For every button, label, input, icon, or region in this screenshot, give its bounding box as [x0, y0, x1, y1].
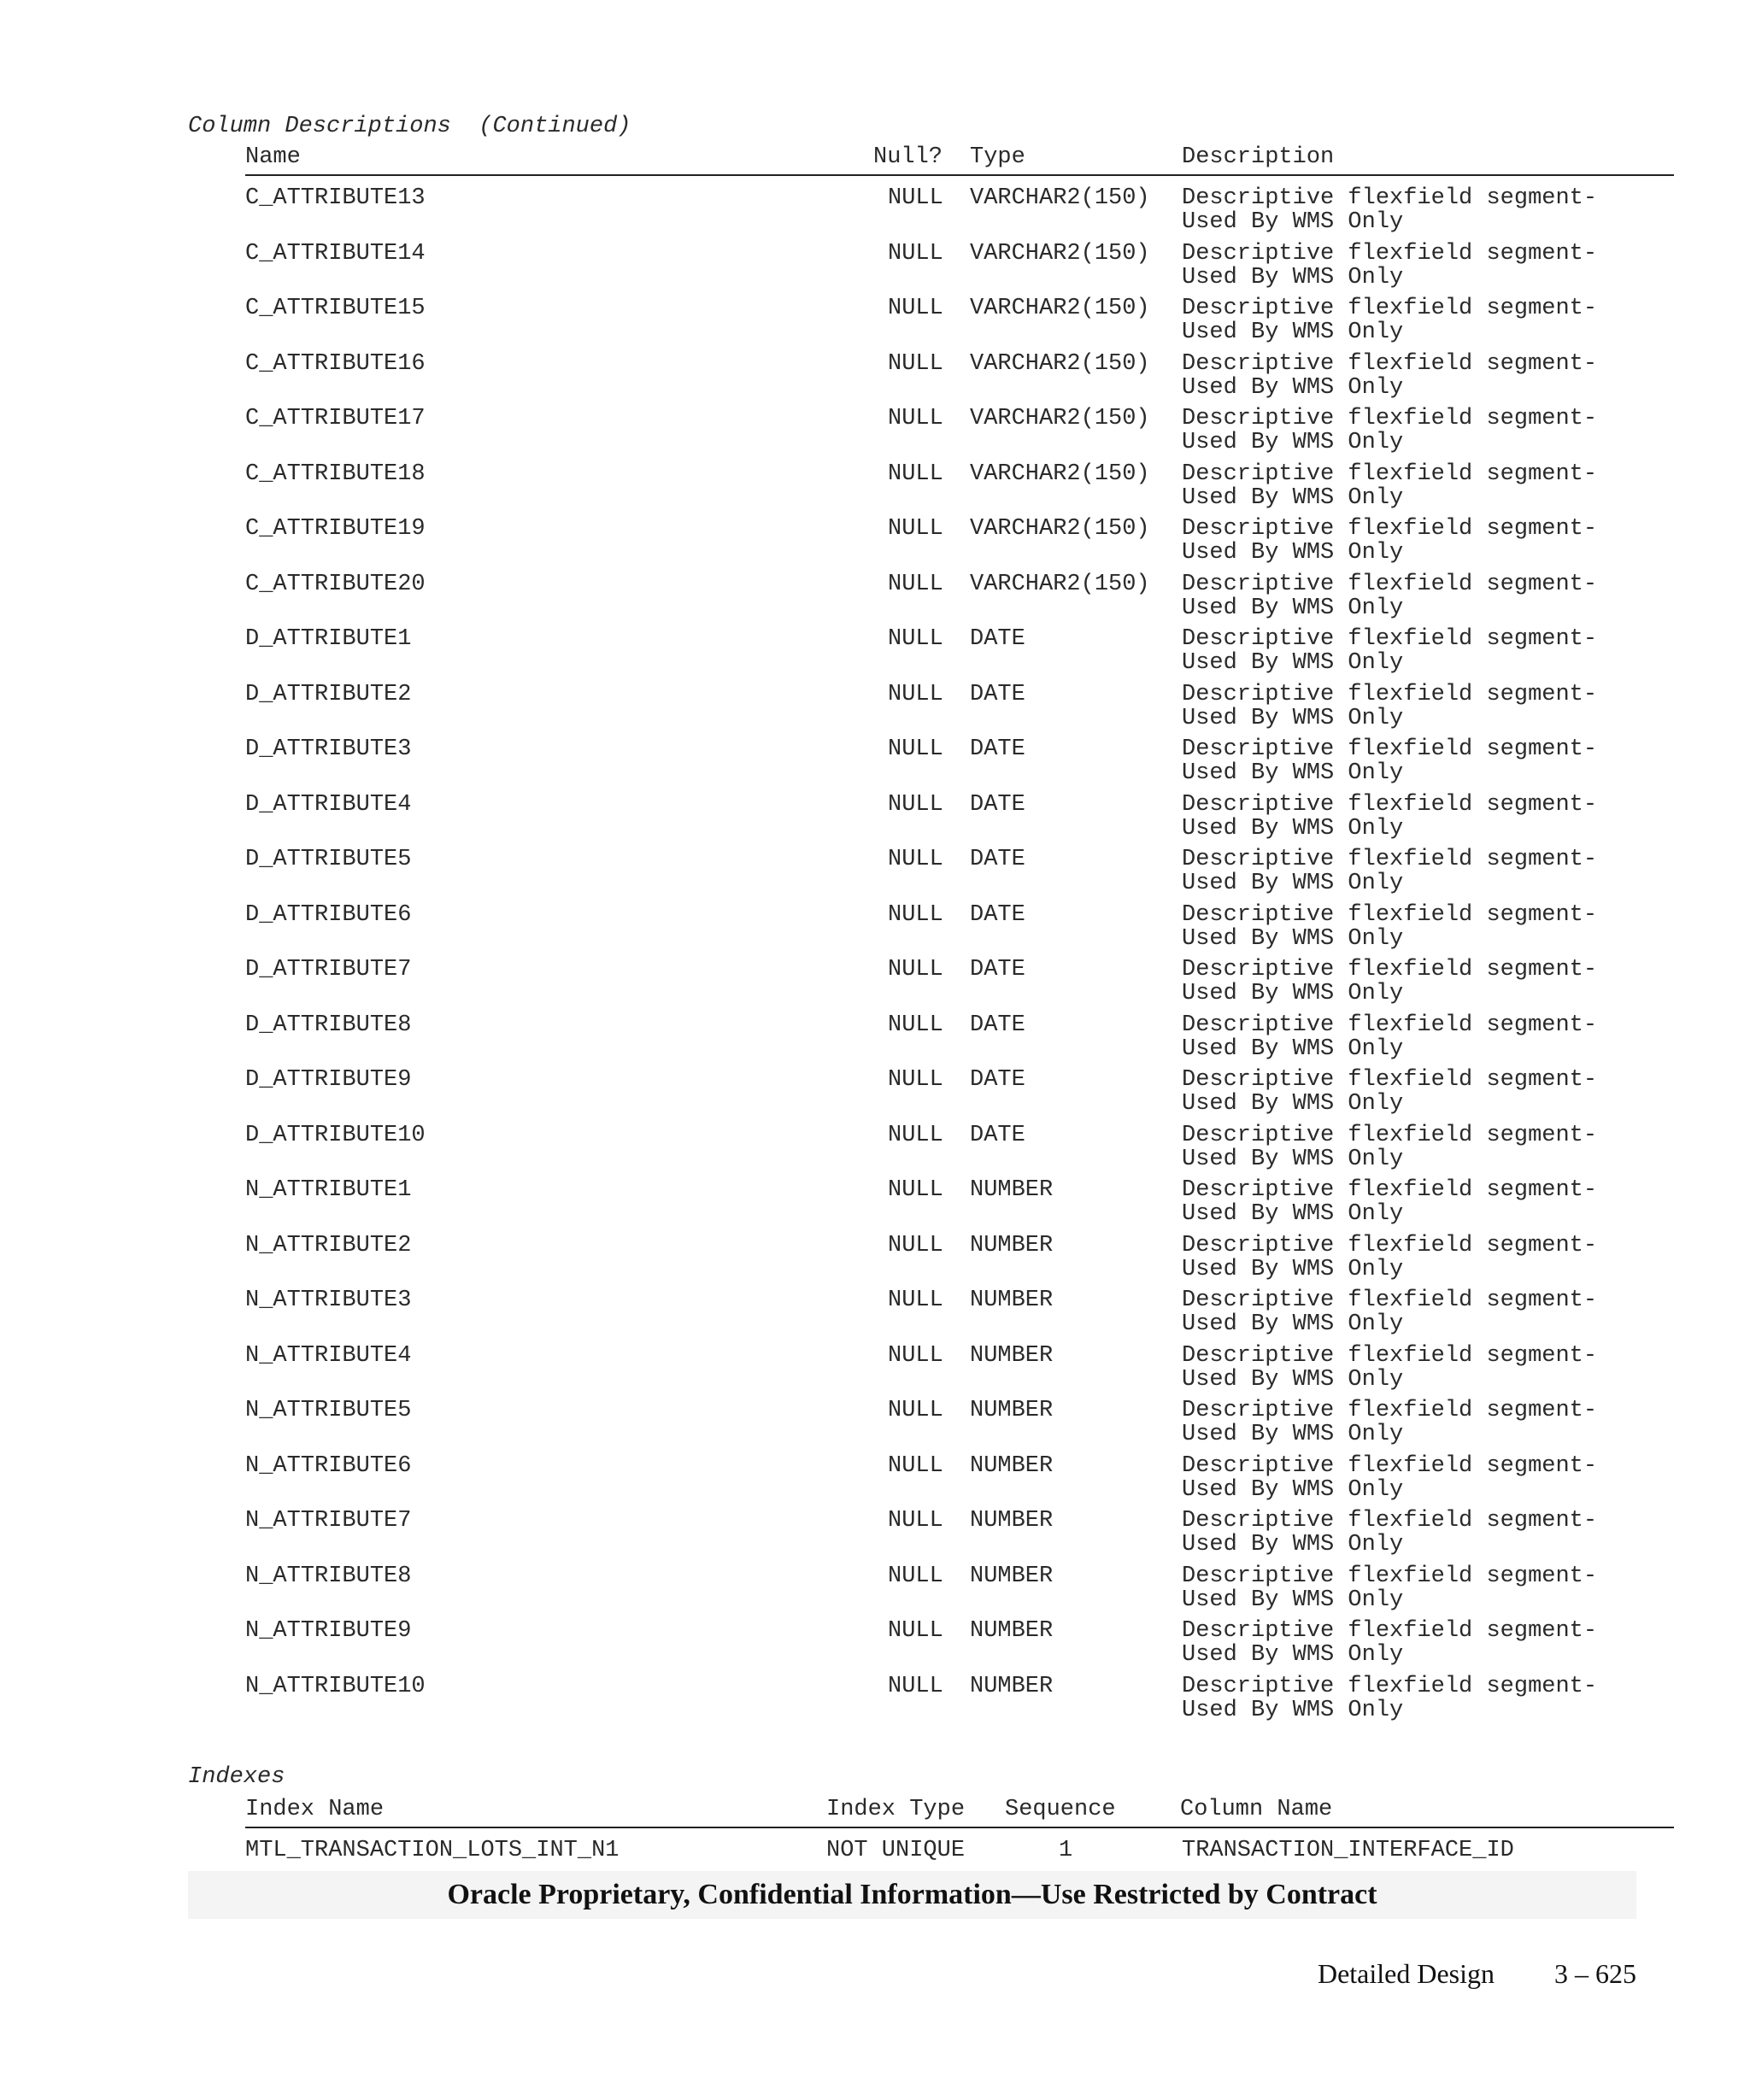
column-name-cell: C_ATTRIBUTE16: [245, 350, 426, 377]
column-name-cell: N_ATTRIBUTE9: [245, 1618, 412, 1644]
null-cell: NULL: [888, 406, 943, 431]
table-row: [245, 296, 1674, 352]
description-line: Used By WMS Only: [1182, 760, 1404, 786]
table-row: [245, 352, 1674, 408]
description-line: Descriptive flexfield segment-: [1182, 571, 1598, 597]
column-name-cell: C_ATTRIBUTE20: [245, 571, 426, 597]
header-index-name: Index Name: [245, 1797, 385, 1822]
null-cell: NULL: [888, 1288, 943, 1313]
table-row: [245, 1454, 1674, 1510]
column-name-cell: N_ATTRIBUTE8: [245, 1563, 412, 1589]
header-null: Null?: [873, 144, 943, 170]
description-cell: [1182, 517, 1597, 565]
header-type: Type: [970, 144, 1025, 170]
description-line: Descriptive flexfield segment-: [1182, 736, 1598, 762]
description-line: Used By WMS Only: [1182, 815, 1404, 842]
table-row: [245, 1619, 1674, 1675]
type-cell: NUMBER: [970, 1452, 1054, 1479]
page-footer: [1318, 1958, 1636, 1990]
table-row: [245, 1399, 1674, 1454]
null-cell: NULL: [888, 1232, 943, 1258]
table-row: [245, 1068, 1674, 1123]
column-name-cell: C_ATTRIBUTE13: [245, 185, 426, 211]
null-cell: NULL: [888, 681, 943, 707]
null-cell: NULL: [888, 1342, 943, 1369]
description-line: Used By WMS Only: [1182, 925, 1404, 952]
header-column-name: Column Name: [1180, 1797, 1333, 1822]
description-line: Used By WMS Only: [1182, 540, 1404, 566]
type-cell: NUMBER: [970, 1508, 1054, 1534]
description-line: Descriptive flexfield segment-: [1182, 1122, 1598, 1148]
confidential-notice: Oracle Proprietary, Confidential Information––Use Restricted by Contract: [188, 1871, 1636, 1919]
description-line: Descriptive flexfield segment-: [1182, 957, 1598, 983]
header-name: Name: [245, 144, 301, 170]
description-cell: [1182, 407, 1597, 455]
type-cell: NUMBER: [970, 1673, 1054, 1699]
description-cell: [1182, 1619, 1597, 1667]
table-row: [245, 462, 1674, 518]
column-name-cell: D_ATTRIBUTE2: [245, 681, 412, 707]
null-cell: NULL: [888, 1563, 943, 1589]
description-line: Descriptive flexfield segment-: [1182, 1508, 1598, 1534]
column-name-cell: D_ATTRIBUTE4: [245, 791, 412, 818]
type-cell: DATE: [970, 847, 1025, 872]
description-line: Descriptive flexfield segment-: [1182, 1398, 1598, 1423]
column-name-cell: C_ATTRIBUTE14: [245, 240, 426, 267]
description-line: Descriptive flexfield segment-: [1182, 1452, 1598, 1479]
table-row: [245, 407, 1674, 462]
column-name-cell: N_ATTRIBUTE1: [245, 1177, 412, 1203]
description-line: Used By WMS Only: [1182, 650, 1404, 676]
description-cell: [1182, 1344, 1597, 1392]
null-cell: NULL: [888, 296, 943, 321]
null-cell: NULL: [888, 571, 943, 597]
description-line: Descriptive flexfield segment-: [1182, 901, 1598, 928]
table-row: [245, 903, 1674, 959]
description-cell: [1182, 572, 1597, 620]
description-cell: [1182, 903, 1597, 951]
description-line: Descriptive flexfield segment-: [1182, 460, 1598, 487]
description-line: Used By WMS Only: [1182, 1091, 1404, 1117]
description-line: Descriptive flexfield segment-: [1182, 1232, 1598, 1258]
description-cell: [1182, 958, 1597, 1006]
header-index-type: Index Type: [826, 1797, 966, 1822]
description-line: Descriptive flexfield segment-: [1182, 350, 1598, 377]
column-name-cell: N_ATTRIBUTE5: [245, 1398, 412, 1423]
description-line: Used By WMS Only: [1182, 1532, 1404, 1557]
type-cell: VARCHAR2(150): [970, 406, 1150, 431]
description-cell: [1182, 1509, 1597, 1557]
index-type-cell: NOT UNIQUE: [826, 1838, 966, 1863]
description-cell: [1182, 1675, 1597, 1722]
column-name-cell: N_ATTRIBUTE3: [245, 1288, 412, 1313]
table-row: [245, 572, 1674, 628]
indexes-table-body: [245, 1839, 1674, 1868]
description-cell: [1182, 242, 1597, 290]
description-line: Used By WMS Only: [1182, 1035, 1404, 1062]
column-name-cell: D_ATTRIBUTE9: [245, 1067, 412, 1093]
description-line: Used By WMS Only: [1182, 1311, 1404, 1337]
column-name-cell: N_ATTRIBUTE2: [245, 1232, 412, 1258]
column-name-cell: N_ATTRIBUTE6: [245, 1452, 412, 1479]
type-cell: NUMBER: [970, 1563, 1054, 1589]
description-line: Used By WMS Only: [1182, 1146, 1404, 1172]
table-row: [245, 793, 1674, 848]
description-cell: [1182, 1068, 1597, 1116]
null-cell: NULL: [888, 1122, 943, 1148]
description-cell: [1182, 1288, 1597, 1336]
description-cell: [1182, 737, 1597, 785]
column-name-cell: TRANSACTION_INTERFACE_ID: [1182, 1838, 1514, 1863]
table-row: [245, 1564, 1674, 1620]
type-cell: DATE: [970, 1122, 1025, 1148]
description-line: Used By WMS Only: [1182, 1256, 1404, 1282]
column-name-cell: D_ATTRIBUTE8: [245, 1012, 412, 1038]
table-row: [245, 627, 1674, 683]
header-description: Description: [1182, 144, 1335, 170]
column-descriptions-title: Column Descriptions (Continued): [188, 114, 631, 139]
description-line: Used By WMS Only: [1182, 1201, 1404, 1227]
description-line: Descriptive flexfield segment-: [1182, 1012, 1598, 1038]
column-name-cell: C_ATTRIBUTE17: [245, 406, 426, 431]
table-row: [245, 1344, 1674, 1399]
type-cell: NUMBER: [970, 1232, 1054, 1258]
column-name-cell: D_ATTRIBUTE6: [245, 901, 412, 928]
null-cell: NULL: [888, 1618, 943, 1644]
null-cell: NULL: [888, 240, 943, 267]
type-cell: VARCHAR2(150): [970, 516, 1150, 542]
description-line: Used By WMS Only: [1182, 595, 1404, 621]
type-cell: NUMBER: [970, 1398, 1054, 1423]
description-cell: [1182, 1123, 1597, 1171]
type-cell: NUMBER: [970, 1618, 1054, 1644]
description-line: Used By WMS Only: [1182, 484, 1404, 511]
type-cell: VARCHAR2(150): [970, 240, 1150, 267]
description-line: Descriptive flexfield segment-: [1182, 1342, 1598, 1369]
type-cell: VARCHAR2(150): [970, 460, 1150, 487]
description-line: Used By WMS Only: [1182, 1422, 1404, 1447]
table-row: [245, 737, 1674, 793]
column-name-cell: D_ATTRIBUTE7: [245, 957, 412, 983]
table-row: [245, 1839, 1674, 1868]
null-cell: NULL: [888, 791, 943, 818]
header-sequence: Sequence: [1005, 1797, 1116, 1822]
null-cell: NULL: [888, 736, 943, 762]
column-name-cell: N_ATTRIBUTE4: [245, 1342, 412, 1369]
null-cell: NULL: [888, 1067, 943, 1093]
null-cell: NULL: [888, 957, 943, 983]
description-line: Descriptive flexfield segment-: [1182, 516, 1598, 542]
description-line: Descriptive flexfield segment-: [1182, 1067, 1598, 1093]
description-line: Descriptive flexfield segment-: [1182, 406, 1598, 431]
description-line: Descriptive flexfield segment-: [1182, 791, 1598, 818]
columns-table-header: [245, 145, 1674, 176]
table-row: [245, 1178, 1674, 1234]
index-name-cell: MTL_TRANSACTION_LOTS_INT_N1: [245, 1838, 620, 1863]
type-cell: DATE: [970, 957, 1025, 983]
description-cell: [1182, 1178, 1597, 1226]
null-cell: NULL: [888, 1508, 943, 1534]
description-cell: [1182, 1564, 1597, 1612]
table-row: [245, 242, 1674, 297]
column-name-cell: D_ATTRIBUTE10: [245, 1122, 426, 1148]
type-cell: DATE: [970, 626, 1025, 652]
column-name-cell: C_ATTRIBUTE19: [245, 516, 426, 542]
description-cell: [1182, 1454, 1597, 1502]
description-cell: [1182, 793, 1597, 841]
table-row: [245, 1234, 1674, 1289]
description-line: Used By WMS Only: [1182, 1642, 1404, 1668]
null-cell: NULL: [888, 626, 943, 652]
null-cell: NULL: [888, 350, 943, 377]
description-line: Descriptive flexfield segment-: [1182, 1177, 1598, 1203]
type-cell: DATE: [970, 1012, 1025, 1038]
table-row: [245, 848, 1674, 903]
column-name-cell: C_ATTRIBUTE18: [245, 460, 426, 487]
description-cell: [1182, 683, 1597, 730]
null-cell: NULL: [888, 1452, 943, 1479]
description-cell: [1182, 1234, 1597, 1282]
type-cell: DATE: [970, 1067, 1025, 1093]
description-line: Used By WMS Only: [1182, 871, 1404, 896]
type-cell: VARCHAR2(150): [970, 350, 1150, 377]
description-line: Used By WMS Only: [1182, 1587, 1404, 1613]
description-line: Descriptive flexfield segment-: [1182, 1618, 1598, 1644]
table-row: [245, 1675, 1674, 1730]
null-cell: NULL: [888, 516, 943, 542]
description-line: Descriptive flexfield segment-: [1182, 1288, 1598, 1313]
columns-table-body: [245, 186, 1674, 1729]
column-name-cell: C_ATTRIBUTE15: [245, 296, 426, 321]
null-cell: NULL: [888, 901, 943, 928]
description-line: Used By WMS Only: [1182, 705, 1404, 731]
page-number: 3 – 625: [1554, 1958, 1636, 1989]
table-row: [245, 1013, 1674, 1069]
description-cell: [1182, 186, 1597, 234]
column-name-cell: D_ATTRIBUTE5: [245, 847, 412, 872]
column-name-cell: D_ATTRIBUTE3: [245, 736, 412, 762]
null-cell: NULL: [888, 1673, 943, 1699]
description-cell: [1182, 627, 1597, 675]
type-cell: NUMBER: [970, 1177, 1054, 1203]
type-cell: VARCHAR2(150): [970, 571, 1150, 597]
column-name-cell: N_ATTRIBUTE10: [245, 1673, 426, 1699]
type-cell: VARCHAR2(150): [970, 185, 1150, 211]
description-line: Descriptive flexfield segment-: [1182, 626, 1598, 652]
description-line: Descriptive flexfield segment-: [1182, 1673, 1598, 1699]
description-cell: [1182, 1013, 1597, 1061]
table-row: [245, 958, 1674, 1013]
sequence-cell: 1: [1059, 1838, 1073, 1863]
table-row: [245, 1509, 1674, 1564]
description-line: Used By WMS Only: [1182, 1366, 1404, 1393]
type-cell: NUMBER: [970, 1288, 1054, 1313]
type-cell: NUMBER: [970, 1342, 1054, 1369]
table-row: [245, 683, 1674, 738]
description-cell: [1182, 1399, 1597, 1446]
null-cell: NULL: [888, 460, 943, 487]
description-cell: [1182, 848, 1597, 895]
description-line: Descriptive flexfield segment-: [1182, 847, 1598, 872]
type-cell: DATE: [970, 736, 1025, 762]
description-line: Descriptive flexfield segment-: [1182, 681, 1598, 707]
description-cell: [1182, 352, 1597, 400]
description-cell: [1182, 296, 1597, 344]
description-line: Used By WMS Only: [1182, 981, 1404, 1006]
indexes-title: Indexes: [188, 1764, 285, 1790]
type-cell: DATE: [970, 791, 1025, 818]
table-row: [245, 1288, 1674, 1344]
null-cell: NULL: [888, 847, 943, 872]
column-name-cell: N_ATTRIBUTE7: [245, 1508, 412, 1534]
table-row: [245, 186, 1674, 242]
description-line: Used By WMS Only: [1182, 374, 1404, 401]
null-cell: NULL: [888, 185, 943, 211]
type-cell: DATE: [970, 681, 1025, 707]
indexes-table-header: [245, 1798, 1674, 1828]
table-row: [245, 1123, 1674, 1179]
description-line: Descriptive flexfield segment-: [1182, 240, 1598, 267]
description-line: Descriptive flexfield segment-: [1182, 185, 1598, 211]
type-cell: DATE: [970, 901, 1025, 928]
null-cell: NULL: [888, 1012, 943, 1038]
description-line: Used By WMS Only: [1182, 430, 1404, 455]
description-line: Descriptive flexfield segment-: [1182, 1563, 1598, 1589]
column-name-cell: D_ATTRIBUTE1: [245, 626, 412, 652]
description-line: Used By WMS Only: [1182, 264, 1404, 290]
null-cell: NULL: [888, 1177, 943, 1203]
description-line: Used By WMS Only: [1182, 1697, 1404, 1723]
description-cell: [1182, 462, 1597, 510]
description-line: Used By WMS Only: [1182, 209, 1404, 235]
description-line: Descriptive flexfield segment-: [1182, 296, 1598, 321]
table-row: [245, 517, 1674, 572]
description-line: Used By WMS Only: [1182, 1476, 1404, 1503]
null-cell: NULL: [888, 1398, 943, 1423]
type-cell: VARCHAR2(150): [970, 296, 1150, 321]
chapter-title: Detailed Design: [1317, 1958, 1495, 1989]
description-line: Used By WMS Only: [1182, 320, 1404, 345]
